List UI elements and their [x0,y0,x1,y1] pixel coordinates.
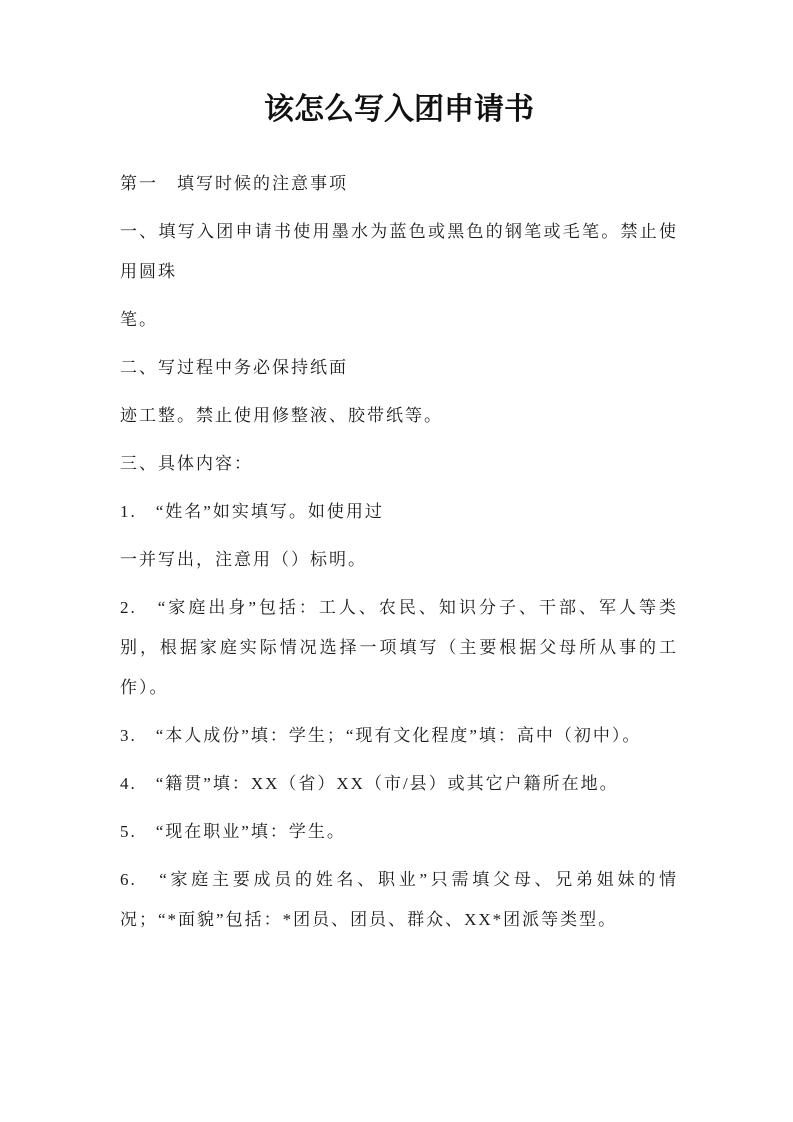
content-item-6: 6. “家庭主要成员的姓名、职业”只需填父母、兄弟姐妹的情况；“*面貌”包括：*团员、团员、群众、XX*团派等类型。 [120,870,678,929]
content-item-4: 4. “籍贯”填：XX（省）XX（市/县）或其它户籍所在地。 [120,774,619,793]
page-title: 该怎么写入团申请书 [264,93,534,126]
content-item-3: 3. “本人成份”填：学生；“现有文化程度”填：高中（初中）。 [120,726,642,745]
note-item-2: 二、写过程中务必保持纸面 [120,358,348,377]
content-item-1: 1. “姓名”如实填写。如使用过 [120,502,384,521]
section-heading-notes: 第一 填写时候的注意事项 [120,174,348,193]
note-item-1-continued: 笔。 [120,310,158,329]
note-item-3-heading: 三、具体内容： [120,454,253,473]
content-item-2: 2. “家庭出身”包括：工人、农民、知识分子、干部、军人等类别，根据家庭实际情况选择一项填写（主要根据父母所从事的工作）。 [120,598,678,697]
note-item-1: 一、填写入团申请书使用墨水为蓝色或黑色的钢笔或毛笔。禁止使用圆珠 [120,222,678,281]
note-item-2-continued: 迹工整。禁止使用修整液、胶带纸等。 [120,406,443,425]
content-item-5: 5. “现在职业”填：学生。 [120,822,346,841]
content-item-1-continued: 一并写出，注意用（）标明。 [120,550,367,569]
